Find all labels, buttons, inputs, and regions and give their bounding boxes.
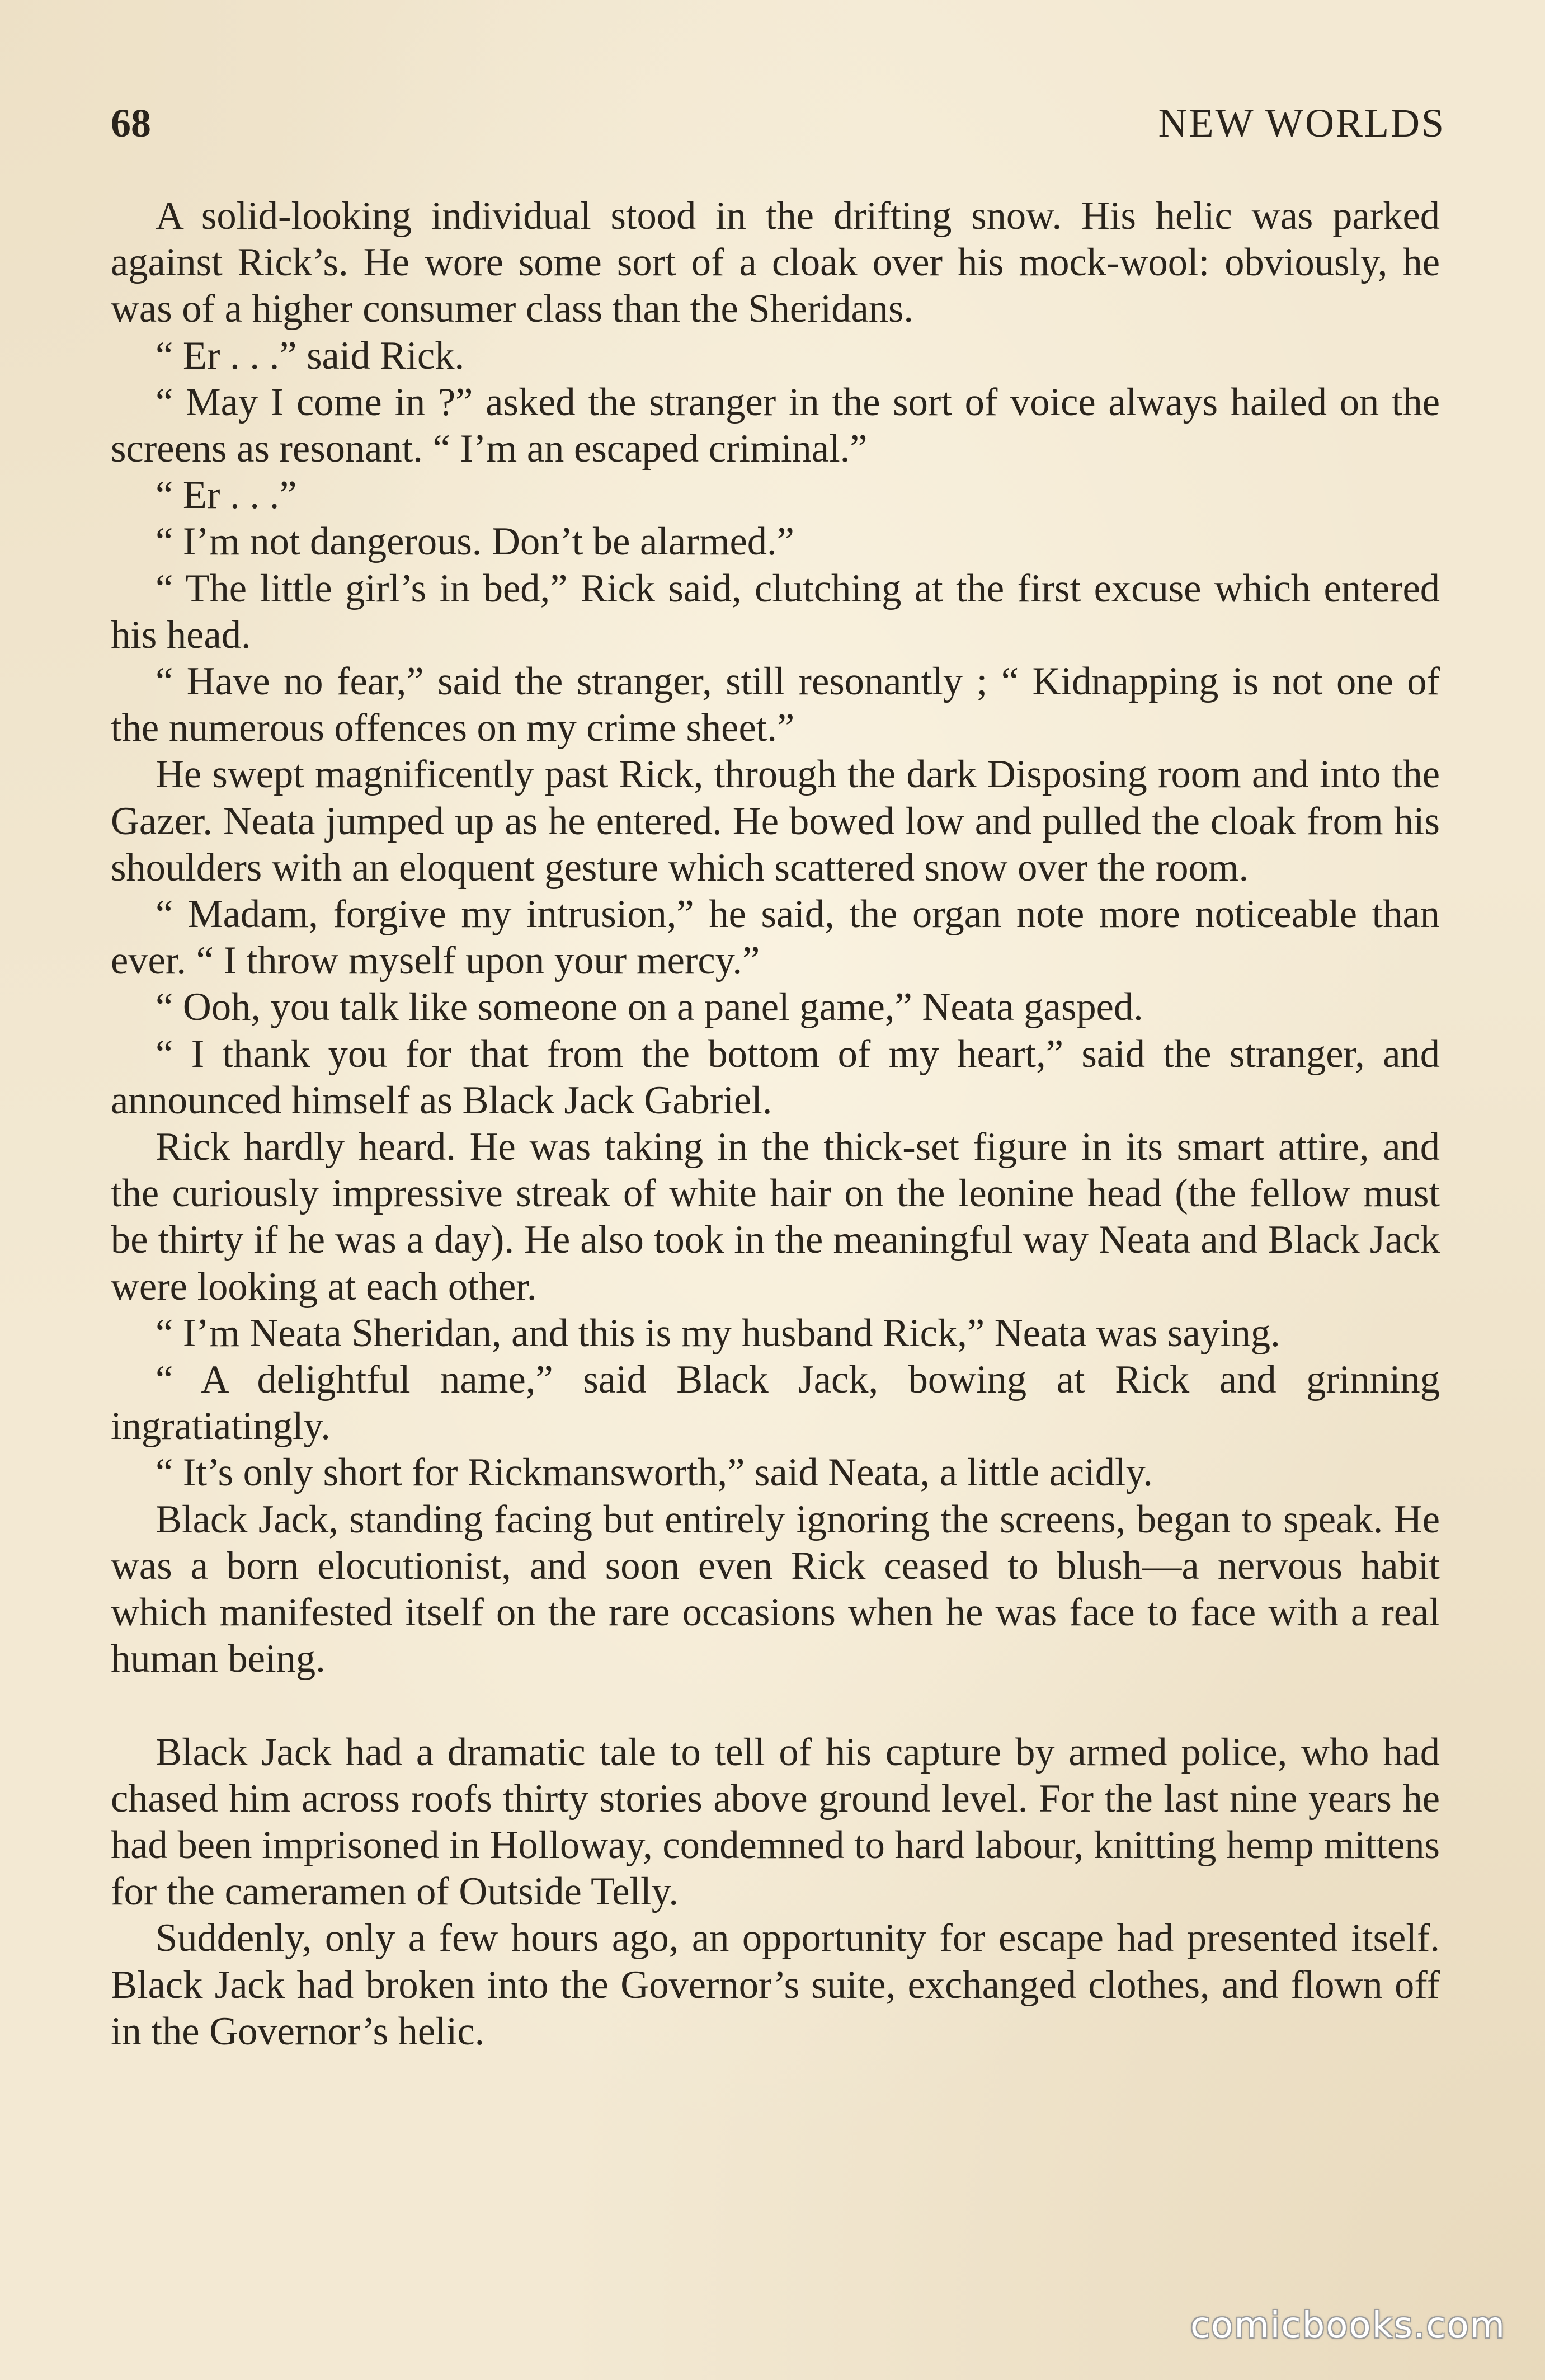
page-header bbox=[111, 95, 1445, 151]
paragraph: “ Have no fear,” said the stranger, still resonantly ; “ Kidnapping is not one of the numerous offences on my crime sheet.” bbox=[111, 660, 1440, 750]
paragraph: Rick hardly heard. He was taking in the thick-set figure in its smart attire, and the curiously impressive streak of white hair on the leonine head (the fellow must be thirty if he was a day). He also took in the meaningful way Neata and Black Jack were looking at each other. bbox=[111, 1125, 1440, 1309]
story-text bbox=[111, 193, 1440, 2055]
paragraph: “ May I come in ?” asked the stranger in the sort of voice always hailed on the screens as resonant. “ I’m an escaped criminal.” bbox=[111, 380, 1440, 471]
section-break bbox=[111, 1683, 1440, 1729]
paragraph: “ A delightful name,” said Black Jack, bowing at Rick and grinning ingratiatingly. bbox=[111, 1358, 1440, 1448]
paragraph: “ The little girl’s in bed,” Rick said, clutching at the first excuse which entered his head. bbox=[111, 566, 1440, 657]
paragraph: “ It’s only short for Rickmansworth,” said Neata, a little acidly. bbox=[156, 1451, 1153, 1495]
paragraph: “ Er . . .” bbox=[156, 473, 297, 518]
paragraph: “ I’m not dangerous. Don’t be alarmed.” bbox=[156, 520, 794, 564]
paragraph: “ Madam, forgive my intrusion,” he said, the organ note more noticeable than ever. “ I throw myself upon your mercy.” bbox=[111, 892, 1440, 983]
paragraph: “ Er . . .” said Rick. bbox=[156, 333, 465, 378]
paragraph: Suddenly, only a few hours ago, an opportunity for escape had presented itself. Black Jack had broken into the Governor’s suite, exchanged clothes, and flown off in the Governor’s helic. bbox=[111, 1916, 1440, 2053]
page-number: 68 bbox=[111, 101, 151, 145]
paragraph: A solid-looking individual stood in the drifting snow. His helic was parked against Rick’s. He wore some sort of a cloak over his mock-wool: obviously, he was of a higher consumer class than the Sheridans. bbox=[111, 194, 1440, 331]
watermark: comicbooks.com bbox=[1190, 2305, 1506, 2346]
paragraph: “ Ooh, you talk like someone on a panel game,” Neata gasped. bbox=[156, 985, 1143, 1029]
running-title: NEW WORLDS bbox=[1158, 101, 1445, 145]
paragraph: He swept magnificently past Rick, through the dark Disposing room and into the Gazer. Neata jumped up as he entered. He bowed low and pulled the cloak from his shoulders with an eloquent gesture which scattered snow over the room. bbox=[111, 752, 1440, 890]
paragraph: Black Jack, standing facing but entirely ignoring the screens, began to speak. He was a born elocutionist, and soon even Rick ceased to blush—a nervous habit which manifested itself on the rare occasions when he was face to face with a real human being. bbox=[111, 1497, 1440, 1681]
paragraph: “ I’m Neata Sheridan, and this is my husband Rick,” Neata was saying. bbox=[156, 1311, 1280, 1355]
paragraph: Black Jack had a dramatic tale to tell of his capture by armed police, who had chased him across roofs thirty stories above ground level. For the last nine years he had been imprisoned in Holloway, condemned to hard labour, knitting hemp mittens for the cameramen of Outside Telly. bbox=[111, 1730, 1440, 1914]
paragraph: “ I thank you for that from the bottom of my heart,” said the stranger, and announced himself as Black Jack Gabriel. bbox=[111, 1032, 1440, 1122]
